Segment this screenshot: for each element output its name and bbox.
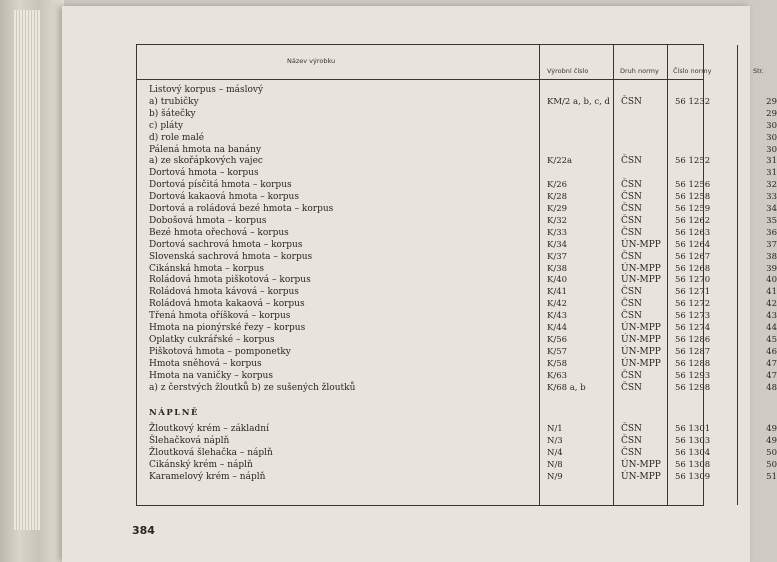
table-cell-str: 31 [766,156,777,167]
table-cell-name: Bezé hmota ořechová – korpus [149,227,289,238]
table-cell-name: Piškotová hmota – pomponetky [149,346,291,357]
table-cell-code: N/3 [547,436,563,447]
table-cell-str: 39 [766,263,777,274]
product-table [136,44,777,506]
table-cell-name: Roládová hmota piškotová – korpus [149,275,311,286]
table-cell-code: K/43 [547,311,568,322]
table-cell-cislo: 56 1309 [675,472,711,482]
table-cell-cislo: 56 1301 [675,424,711,435]
table-cell-code: K/33 [547,227,568,238]
table-cell-str: 29 [766,96,777,107]
book-page-edges [0,0,64,562]
table-cell-name: Oplatky cukrářské – korpus [149,334,275,345]
table-cell-name: Roládová hmota kávová – korpus [149,287,299,298]
table-cell-str: 30 [766,132,777,143]
table-cell-cislo: 56 1232 [675,96,711,107]
table-cell-code: K/41 [547,287,568,298]
table-cell-cislo: 56 1259 [675,204,711,214]
table-cell-code: K/63 [547,370,568,381]
table-cell-druh: ÚN-MPP [621,358,661,369]
table-cell-cislo: 56 1256 [675,180,711,191]
table-cell-str: 42 [766,299,777,310]
table-cell-code: K/29 [547,204,568,214]
table-cell-cislo: 56 1274 [675,323,711,333]
table-cell-cislo: 56 1271 [675,287,711,298]
table-cell-druh: ČSN [621,180,642,191]
table-cell-name: Žloutkový krém – základní [149,424,269,435]
table-cell-code: K/44 [547,323,568,333]
table-cell-druh: ČSN [621,287,642,298]
table-cell-cislo: 56 1268 [675,263,711,274]
table-cell-str: 51 [766,472,777,482]
table-cell-druh: ČSN [621,227,642,238]
table-cell-name: c) pláty [149,120,184,131]
table-cell-str: 47 [766,370,777,381]
table-cell-str: 35 [766,215,777,226]
table-cell-cislo: 56 1308 [675,460,711,471]
table-cell-str: 41 [766,287,777,298]
table-cell-name: Pálená hmota na banány [149,144,262,155]
table-cell-druh: ČSN [621,251,642,262]
table-cell-str: 43 [766,311,777,322]
table-cell-name: Žloutková šlehačka – náplň [149,448,273,459]
table-cell-code: K/34 [547,239,568,250]
table-cell-cislo: 56 1286 [675,334,711,345]
table-cell-str: 45 [766,334,777,345]
table-cell-name: b) šátečky [149,108,196,119]
table-cell-str: 50 [766,448,777,459]
table-cell-name: Šlehačková náplň [149,436,230,447]
table-cell-str: 38 [766,251,777,262]
table-cell-code: K/40 [547,275,568,286]
table-cell-druh: ČSN [621,215,642,226]
table-cell-str: 40 [766,275,777,286]
table-cell-str: 30 [766,144,777,155]
table-cell-str: 29 [766,108,777,119]
table-cell-cislo: 56 1272 [675,299,711,310]
table-cell-name: Dobošová hmota – korpus [149,215,267,226]
table-cell-str: 49 [766,424,777,435]
table-cell-code: K/42 [547,299,568,310]
table-cell-code: N/1 [547,424,563,435]
table-cell-code: K/57 [547,346,568,357]
header-druh: Druh normy [620,67,659,75]
table-cell-name: a) trubičky [149,96,199,107]
table-cell-druh: ČSN [621,436,642,447]
table-cell-cislo: 56 1267 [675,251,711,262]
table-cell-cislo: 56 1273 [675,311,711,322]
table-cell-name: d) role malé [149,132,205,143]
table-cell-cislo: 56 1303 [675,436,711,447]
table-cell-name: Hmota na vaničky – korpus [149,370,273,381]
table-cell-code: N/4 [547,448,563,459]
table-cell-name: Karamelový krém – náplň [149,472,266,482]
table-cell-code: K/37 [547,251,568,262]
table-cell-druh: ÚN-MPP [621,275,661,286]
table-cell-cislo: 56 1263 [675,227,711,238]
table-cell-druh: ČSN [621,192,642,203]
table-cell-name: a) z čerstvých žloutků b) ze sušených žloutků [149,382,356,393]
table-cell-str: 46 [766,346,777,357]
table-cell-code: N/8 [547,460,563,471]
table-cell-str: 48 [766,382,777,393]
table-cell-druh: ÚN-MPP [621,263,661,274]
table-cell-cislo: 56 1258 [675,192,711,203]
table-cell-name: Dortová písčitá hmota – korpus [149,180,292,191]
table-cell-name: Cikánský krém – náplň [149,460,253,471]
page-number: 384 [132,524,155,537]
table-cell-name: Listový korpus – máslový [149,85,264,95]
table-cell-druh: ČSN [621,156,642,167]
table-cell-druh: ČSN [621,448,642,459]
header-cislo: Číslo normy [673,67,712,75]
table-cell-druh: ÚN-MPP [621,460,661,471]
table-cell-code: K/68 a, b [547,382,586,393]
table-cell-name: Roládová hmota kakaová – korpus [149,299,305,310]
table-cell-druh: ÚN-MPP [621,334,661,345]
table-cell-name: Hmota na pionýrské řezy – korpus [149,323,306,333]
table-cell-str: 33 [766,192,777,203]
book-page [62,6,777,562]
table-cell-druh: ČSN [621,311,642,322]
table-cell-name: a) ze skořápkových vajec [149,156,263,167]
table-cell-code: K/38 [547,263,568,274]
table-cell-druh: ČSN [621,370,642,381]
table-cell-str: 34 [766,204,777,214]
table-cell-druh: ČSN [621,204,642,214]
table-cell-cislo: 56 1288 [675,358,711,369]
section-title: NÁPLNĚ [149,408,199,419]
column-divider [539,45,540,505]
table-cell-druh: ČSN [621,424,642,435]
table-cell-cislo: 56 1262 [675,215,711,226]
table-cell-str: 49 [766,436,777,447]
table-cell-str: 50 [766,460,777,471]
table-cell-str: 31 [766,168,777,179]
table-cell-cislo: 56 1270 [675,275,711,286]
table-cell-cislo: 56 1264 [675,239,711,250]
table-cell-code: KM/2 a, b, c, d [547,96,610,107]
table-cell-druh: ÚN-MPP [621,239,661,250]
table-cell-str: 44 [766,323,777,333]
table-cell-druh: ÚN-MPP [621,472,661,482]
header-name: Název výrobku [287,57,336,65]
table-cell-str: 37 [766,239,777,250]
column-divider [667,45,668,505]
table-cell-druh: ÚN-MPP [621,346,661,357]
table-cell-cislo: 56 1252 [675,156,711,167]
table-cell-druh: ÚN-MPP [621,323,661,333]
table-cell-name: Dortová sachrová hmota – korpus [149,239,303,250]
table-cell-cislo: 56 1298 [675,382,711,393]
table-cell-name: Dortová a roládová bezé hmota – korpus [149,204,334,214]
header-code: Výrobní číslo [547,67,589,75]
table-cell-druh: ČSN [621,96,642,107]
table-cell-code: K/56 [547,334,568,345]
table-cell-str: 47 [766,358,777,369]
table-cell-cislo: 56 1304 [675,448,711,459]
column-divider [613,45,614,505]
table-cell-name: Hmota sněhová – korpus [149,358,262,369]
table-cell-druh: ČSN [621,299,642,310]
table-cell-name: Třená hmota oříšková – korpus [149,311,291,322]
table-cell-cislo: 56 1293 [675,370,711,381]
table-cell-code: K/22a [547,156,573,167]
table-cell-druh: ČSN [621,382,642,393]
table-cell-str: 30 [766,120,777,131]
table-cell-name: Slovenská sachrová hmota – korpus [149,251,313,262]
table-cell-code: N/9 [547,472,563,482]
table-cell-code: K/58 [547,358,568,369]
header-divider [137,79,703,80]
table-cell-code: K/32 [547,215,568,226]
table-cell-name: Cikánská hmota – korpus [149,263,264,274]
table-cell-code: K/26 [547,180,568,191]
table-cell-name: Dortová kakaová hmota – korpus [149,192,299,203]
table-cell-cislo: 56 1287 [675,346,711,357]
header-str: Str. [753,67,764,75]
column-divider [737,45,738,505]
table-cell-code: K/28 [547,192,568,203]
table-cell-name: Dortová hmota – korpus [149,168,259,179]
table-cell-str: 36 [766,227,777,238]
table-cell-str: 32 [766,180,777,191]
